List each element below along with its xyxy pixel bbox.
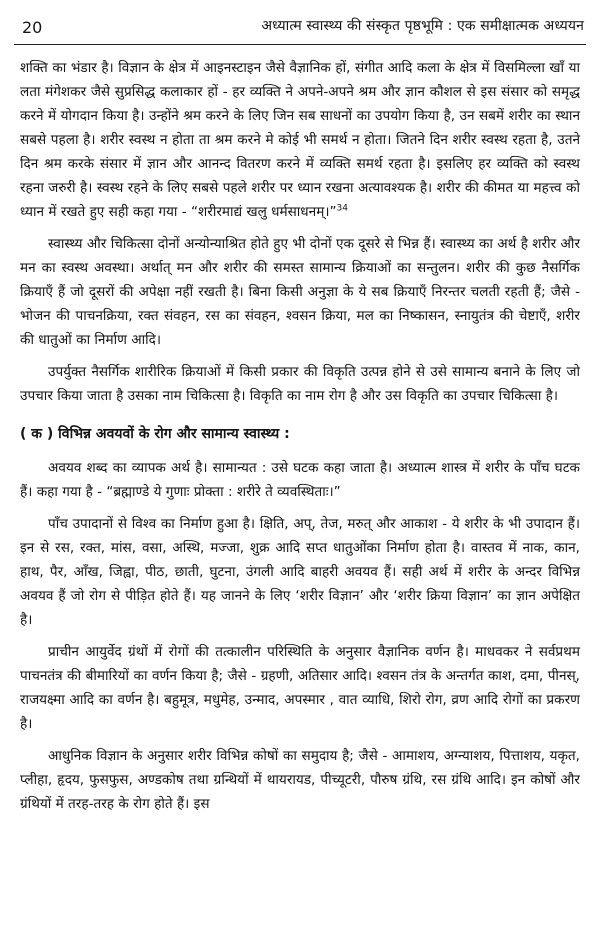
paragraph: प्राचीन आयुर्वेद ग्रंथों में रोगों की तत्कालीन परिस्थिति के अनुसार वैज्ञानिक वर्णन है। माधवकर ने सर्वप्रथम पाचनतंत्र की बीमारियों का वर्णन किया है; जैसे - ग्रहणी, अतिसार आदि। श्वसन तंत्र के अन्तर्गत काश, दमा, पीनस्, राजयक्ष्मा आदि का वर्णन है। बहुमूत्र, मधुमेह, उन्माद, अपस्मार , वात व्याधि, शिरो रोग, व्रण आदि रोगों का प्रकरण है। (20, 644, 580, 732)
body-text (20, 56, 580, 824)
paragraph (20, 56, 580, 224)
section-heading: ( क ) विभिन्न अवयवों के रोग और सामान्य स्वास्थ्य : (20, 426, 290, 442)
footnote-ref: 34 (336, 203, 348, 214)
paragraph: अवयव शब्द का व्यापक अर्थ है। सामान्यत : उसे घटक कहा जाता है। अध्यात्म शास्त्र में शरीर के पाँच घटक हैं। कहा गया है - “ब्रह्माण्डे ये गुणाः प्रोक्ता : शरीरे ते व्यवस्थिताः।” (20, 460, 580, 500)
page-header (14, 10, 586, 45)
paragraph-text: शक्ति का भंडार है। विज्ञान के क्षेत्र में आइनस्टाइन जैसे वैज्ञानिक हों, संगीत आदि कला के क्षेत्र में विसमिल्ला खाँ या लता मंगेशकर जैसे सुप्रसिद्ध कलाकार हों - हर व्यक्ति ने अपने-अपने श्रम और ज्ञान कौशल से इस संसार को समृद्ध करने में योगदान किया है। उन्होंने श्रम करने के लिए जिन सब साधनों का उपयोग किया है, उन सबमें शरीर का स्थान सबसे पहला है। शरीर स्वस्थ न होता ता श्रम करने मे कोई भी समर्थ न होता। जितने दिन शरीर स्वस्थ रहता है, उतने दिन श्रम करके संसार में ज्ञान और आनन्द वितरण करने में व्यक्ति समर्थ रहता है। इसलिए हर व्यक्ति को स्वस्थ रहना जरुरी है। स्वस्थ रहने के लिए सबसे पहले शरीर पर ध्यान रखना अत्यावश्यक है। शरीर की कीमत या महत्त्व को ध्यान में रखते हुए सही कहा गया - “शरीरमाद्यं खलु धर्मसाधनम्।” (20, 60, 580, 220)
paragraph: स्वास्थ्य और चिकित्सा दोनों अन्योन्याश्रित होते हुए भी दोनों एक दूसरे से भिन्न हैं। स्वास्थ्य का अर्थ है शरीर और मन का स्वस्थ अवस्था। अर्थात् मन और शरीर की समस्त सामान्य क्रियाओं का सन्तुलन। शरीर की कुछ नैसर्गिक क्रियाएँ हैं जो दूसरों की अपेक्षा नहीं रखती है। बिना किसी अनुज्ञा के ये सब क्रियाएँ निरन्तर चलती रहती हैं; जैसे - भोजन की पाचनक्रिया, रक्त संवहन, रस का संवहन, श्वसन क्रिया, मल का निष्कासन, स्नायुतंत्र की चेष्टाएँ, शरीर की धातुओं का निर्माण आदि। (20, 236, 580, 348)
paragraph: आधुनिक विज्ञान के अनुसार शरीर विभिन्न कोषों का समुदाय है; जैसे - आमाशय, अग्न्याशय, पित्ताशय, यकृत, प्लीहा, हृदय, फुसफुस, अण्डकोष तथा ग्रन्थियों में थायरायड, पीच्यूटरी, पौरुष ग्रंथि, रस ग्रंथि आदि। इन कोषों और ग्रंथियों में तरह-तरह के रोग होते हैं। इस (20, 748, 580, 812)
page-number: 20 (22, 18, 43, 37)
paragraph: पाँच उपादानों से विश्व का निर्माण हुआ है। क्षिति, अप्, तेज, मरुत् और आकाश - ये शरीर के भी उपादान हैं। इन से रस, रक्त, मांस, वसा, अस्थि, मज्जा, शुक्र आदि सप्त धातुओंका निर्माण होता है। वास्तव में नाक, कान, हाथ, पैर, आँख, जिह्वा, पीठ, छाती, घुटना, उंगली आदि बाहरी अवयव हैं। सही अर्थ में शरीर के अन्दर विभिन्न अवयव हैं जो रोग से पीड़ित होते हैं। यह जानने के लिए ‘शरीर विज्ञान’ और ‘शरीर क्रिया विज्ञान’ का ज्ञान अपेक्षित है। (20, 516, 580, 628)
running-title: अध्यात्म स्वास्थ्य की संस्कृत पृष्ठभूमि : एक समीक्षात्मक अध्ययन (261, 18, 584, 34)
paragraph: उपर्युक्त नैसर्गिक शारीरिक क्रियाओं में किसी प्रकार की विकृति उत्पन्न होने से उसे सामान्य बनाने के लिए जो उपचार किया जाता है उसका नाम चिकित्सा है। विकृति का नाम रोग है और उस विकृति का उपचार चिकित्सा है। (20, 364, 580, 404)
